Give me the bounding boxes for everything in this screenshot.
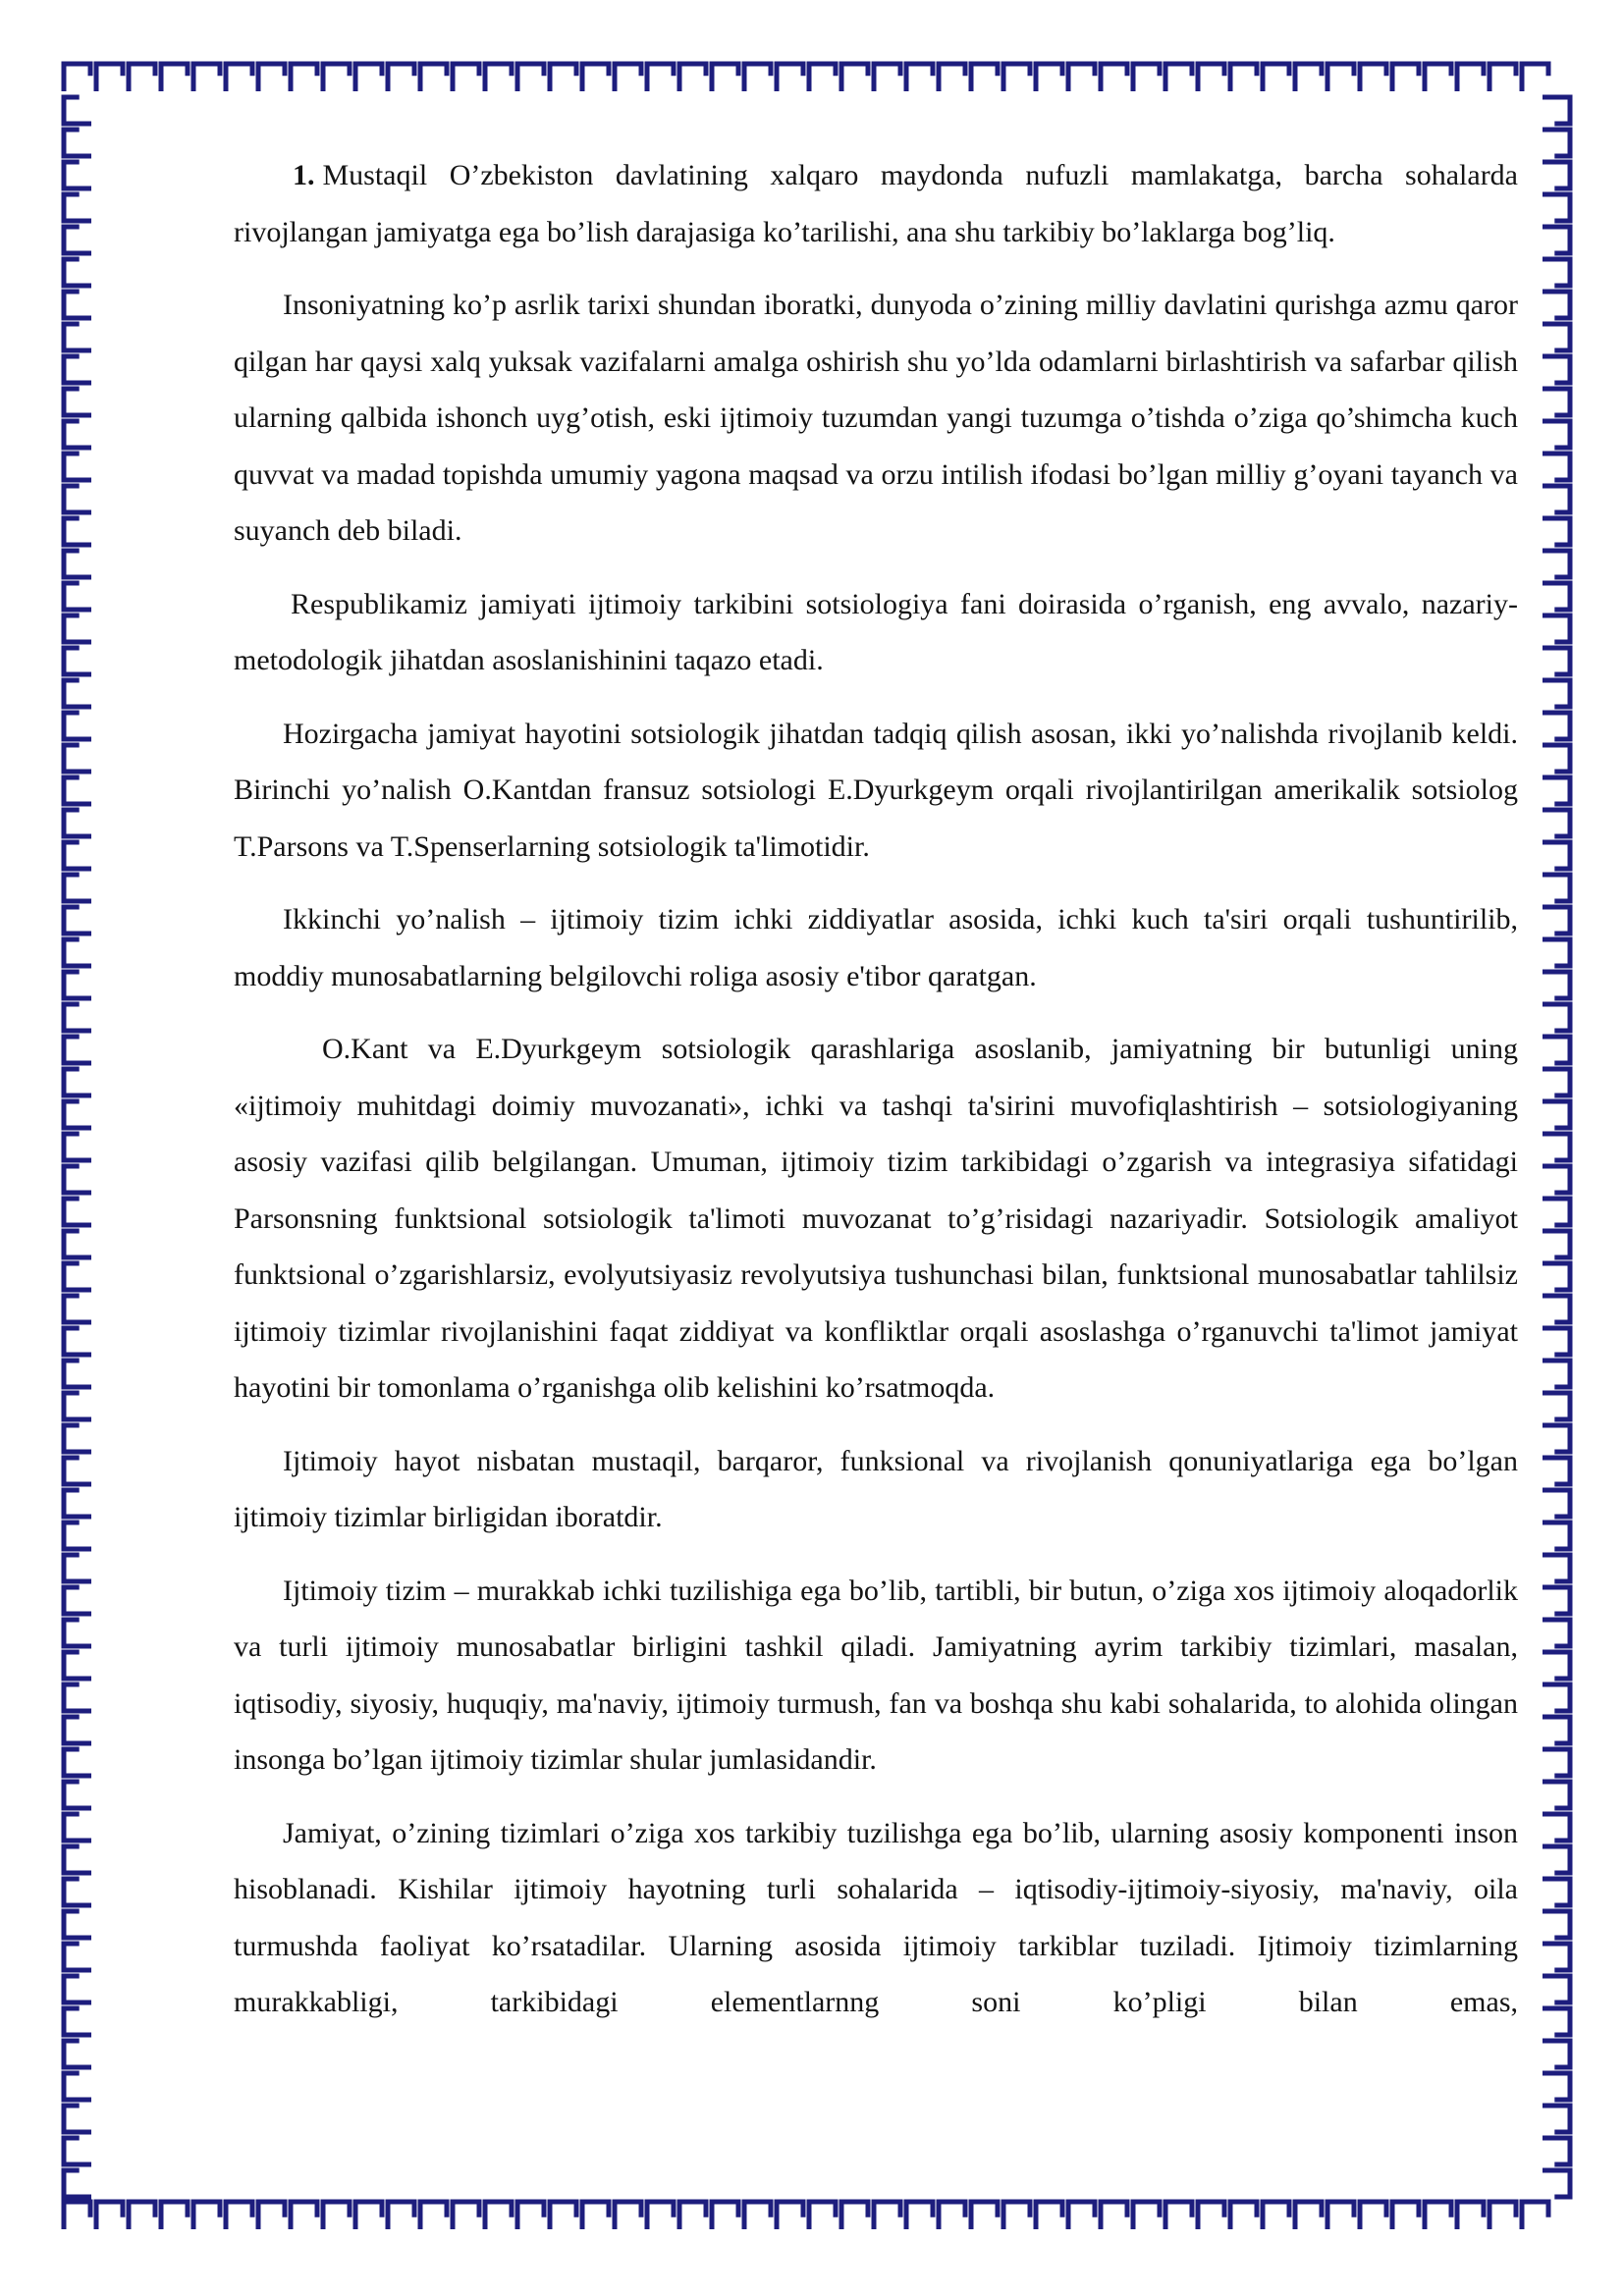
paragraph-6: O.Kant va E.Dyurkgeym sotsiologik qarashlariga asoslanib, jamiyatning bir butunligi uning «ijtimoiy muhitdagi doimiy muvozanati», ichki va tashqi ta'sirini muvofiqlashtirish – sotsiologiyaning asosiy vazifasi qilib belgilangan. Umuman, ijtimoiy tizim tarkibidagi o’zgarish va integrasiya sifatidagi Parsonsning funktsional sotsiologik ta'limoti muvozanat to’g’risidagi nazariyadir. Sotsiologik amaliyot funktsional o’zgarishlarsiz, evolyutsiyasiz revolyutsiya tushunchasi bilan, funktsional munosabatlar tahlilsiz ijtimoiy tizimlar rivojlanishini faqat ziddiyat va konfliktlar orqali asoslashga o’rganuvchi ta'limot jamiyat hayotini bir tomonlama o’rganishga olib kelishini ko’rsatmoqda. — [234, 1033, 1518, 1404]
paragraph-1 — [234, 147, 1518, 260]
paragraph-2: Insoniyatning ko’p asrlik tarixi shundan iboratki, dunyoda o’zining milliy davlatini qurishga azmu qaror qilgan har qaysi xalq yuksak vazifalarni amalga oshirish shu yo’lda odamlarni birlashtirish va safarbar qilish ularning qalbida ishonch uyg’otish, eski ijtimoiy tuzumdan yangi tuzumga o’tishda o’ziga qo’shimcha kuch quvvat va madad topishda umumiy yagona maqsad va orzu intilish ifodasi bo’lgan milliy g’oyani tayanch va suyanch deb biladi. — [234, 289, 1518, 547]
paragraph-7: Ijtimoiy hayot nisbatan mustaqil, barqaror, funksional va rivojlanish qonuniyatlariga ega bo’lgan ijtimoiy tizimlar birligidan iboratdir. — [234, 1444, 1518, 1533]
paragraph-8: Ijtimoiy tizim – murakkab ichki tuzilishiga ega bo’lib, tartibli, bir butun, o’ziga xos ijtimoiy aloqadorlik va turli ijtimoiy munosabatlar birligini tashkil qiladi. Jamiyatning ayrim tarkibiy tizimlari, masalan, iqtisodiy, siyosiy, huquqiy, ma'naviy, ijtimoiy turmush, fan va boshqa shu kabi sohalarida, to alohida olingan insonga bo’lgan ijtimoiy tizimlar shular jumlasidandir. — [234, 1574, 1518, 1776]
paragraph-number: 1. — [293, 159, 315, 191]
document-body — [234, 147, 1518, 2031]
paragraph-1-text: Mustaqil O’zbekiston davlatining xalqaro maydonda nufuzli mamlakatga, barcha sohalarda rivojlangan jamiyatga ega bo’lish darajasiga ko’tarilishi, ana shu tarkibiy bo’laklarga bog’liq. — [234, 159, 1518, 248]
paragraph-9: Jamiyat, o’zining tizimlari o’ziga xos tarkibiy tuzilishga ega bo’lib, ularning asosiy komponenti inson hisoblanadi. Kishilar ijtimoiy hayotning turli sohalarida – iqtisodiy-ijtimoiy-siyosiy, ma'naviy, oila turmushda faoliyat ko’rsatadilar. Ularning asosida ijtimoiy tarkiblar tuziladi. Ijtimoiy tizimlarning murakkabligi, tarkibidagi elementlarnng soni ko’pligi bilan emas, — [234, 1816, 1518, 2018]
paragraph-3: Respublikamiz jamiyati ijtimoiy tarkibini sotsiologiya fani doirasida o’rganish, eng avvalo, nazariy-metodologik jihatdan asoslanishinini taqazo etadi. — [234, 587, 1518, 676]
paragraph-4: Hozirgacha jamiyat hayotini sotsiologik jihatdan tadqiq qilish asosan, ikki yo’nalishda rivojlanib keldi. Birinchi yo’nalish O.Kantdan fransuz sotsiologi E.Dyurkgeym orqali rivojlantirilgan amerikalik sotsiolog T.Parsons va T.Spenserlarning sotsiologik ta'limotidir. — [234, 717, 1518, 863]
paragraph-5: Ikkinchi yo’nalish – ijtimoiy tizim ichki ziddiyatlar asosida, ichki kuch ta'siri orqali tushuntirilib, moddiy munosabatlarning belgilovchi roliga asosiy e'tibor qaratgan. — [234, 903, 1518, 992]
